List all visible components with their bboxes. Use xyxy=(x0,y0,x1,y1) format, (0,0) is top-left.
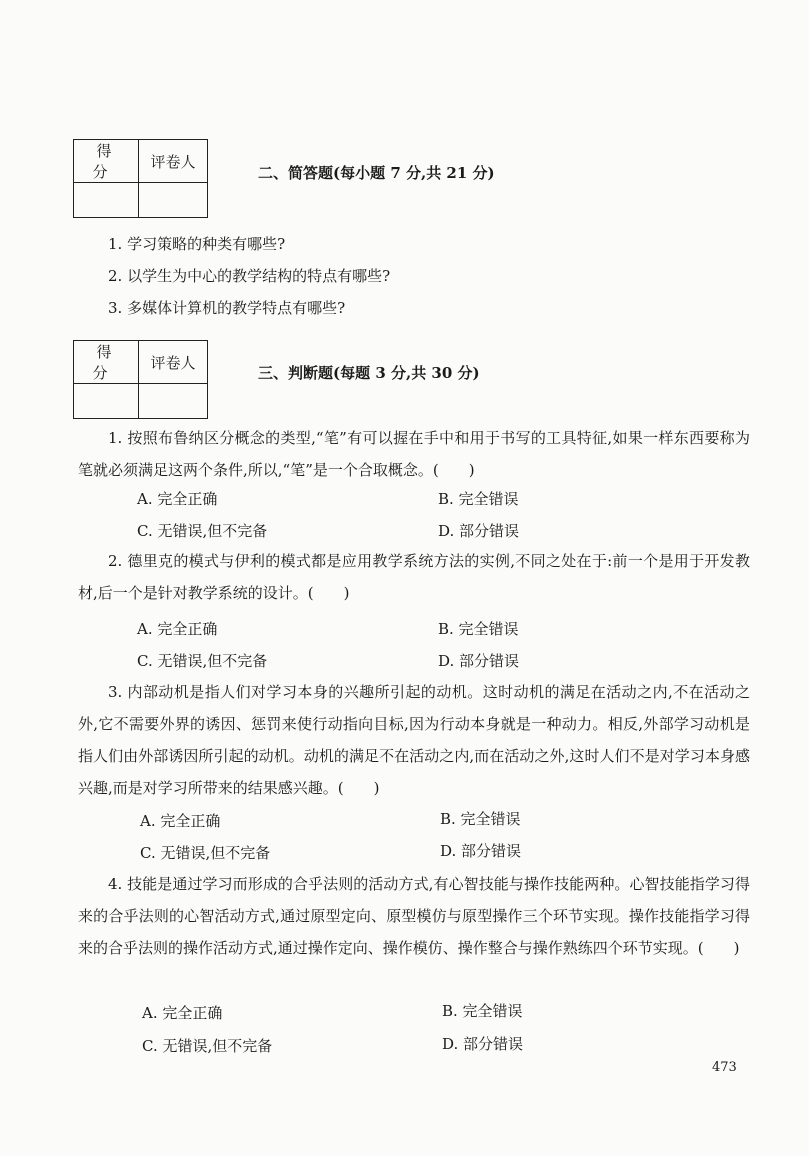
section2-title: 二、简答题(每小题 7 分,共 21 分) xyxy=(258,164,495,182)
true-false-question: 4. 技能是通过学习而形成的合乎法则的活动方式,有心智技能与操作技能两种。心智技能指学习得来的合乎法则的心智活动方式,通过原型定向、原型模仿与原型操作三个环节实现。操作技能指学习得来的合乎法则的操作活动方式,通过操作定向、操作模仿、操作整合与操作熟练四个环节实现。( ) xyxy=(78,875,750,957)
option-c[interactable]: C. 无错误,但不完备 xyxy=(137,652,268,670)
option-d[interactable]: D. 部分错误 xyxy=(440,842,522,860)
option-a[interactable]: A. 完全正确 xyxy=(137,620,218,638)
option-b[interactable]: B. 完全错误 xyxy=(438,620,519,638)
true-false-question: 3. 内部动机是指人们对学习本身的兴趣所引起的动机。这时动机的满足在活动之内,不在活动之外,它不需要外界的诱因、惩罚来使行动指向目标,因为行动本身就是一种动力。相反,外部学习动机是指人们由外部诱因所引起的动机。动机的满足不在活动之内,而在活动之外,这时人们不是对学习本身感兴趣,而是对学习所带来的结果感兴趣。( ) xyxy=(78,683,750,797)
grader-header-cell: 评卷人 xyxy=(139,341,208,384)
option-d[interactable]: D. 部分错误 xyxy=(442,1035,524,1053)
grader-header-cell: 评卷人 xyxy=(139,140,208,183)
score-header-cell: 得 分 xyxy=(74,140,139,183)
score-table-section3 xyxy=(73,340,208,419)
option-b[interactable]: B. 完全错误 xyxy=(442,1002,523,1020)
option-a[interactable]: A. 完全正确 xyxy=(137,490,218,508)
grader-field[interactable] xyxy=(139,183,208,218)
option-c[interactable]: C. 无错误,但不完备 xyxy=(137,522,268,540)
option-a[interactable]: A. 完全正确 xyxy=(140,812,221,830)
option-c[interactable]: C. 无错误,但不完备 xyxy=(140,844,271,862)
short-answer-question: 3. 多媒体计算机的教学特点有哪些? xyxy=(108,299,346,317)
option-b[interactable]: B. 完全错误 xyxy=(440,810,521,828)
short-answer-question: 1. 学习策略的种类有哪些? xyxy=(108,235,286,253)
option-b[interactable]: B. 完全错误 xyxy=(438,490,519,508)
section3-title: 三、判断题(每题 3 分,共 30 分) xyxy=(258,364,480,382)
option-a[interactable]: A. 完全正确 xyxy=(142,1004,223,1022)
score-field[interactable] xyxy=(74,183,139,218)
grader-field[interactable] xyxy=(139,384,208,419)
option-d[interactable]: D. 部分错误 xyxy=(438,522,520,540)
score-header-cell: 得 分 xyxy=(74,341,139,384)
short-answer-question: 2. 以学生为中心的教学结构的特点有哪些? xyxy=(108,267,391,285)
option-d[interactable]: D. 部分错误 xyxy=(438,652,520,670)
score-table-section2 xyxy=(73,139,208,218)
true-false-question: 2. 德里克的模式与伊利的模式都是应用教学系统方法的实例,不同之处在于:前一个是用于开发教材,后一个是针对教学系统的设计。( ) xyxy=(78,552,750,602)
true-false-question: 1. 按照布鲁纳区分概念的类型,“笔”有可以握在手中和用于书写的工具特征,如果一样东西要称为笔就必须满足这两个条件,所以,“笔”是一个合取概念。( ) xyxy=(78,429,750,479)
page-number: 473 xyxy=(712,1060,737,1075)
score-field[interactable] xyxy=(74,384,139,419)
option-c[interactable]: C. 无错误,但不完备 xyxy=(142,1037,273,1055)
